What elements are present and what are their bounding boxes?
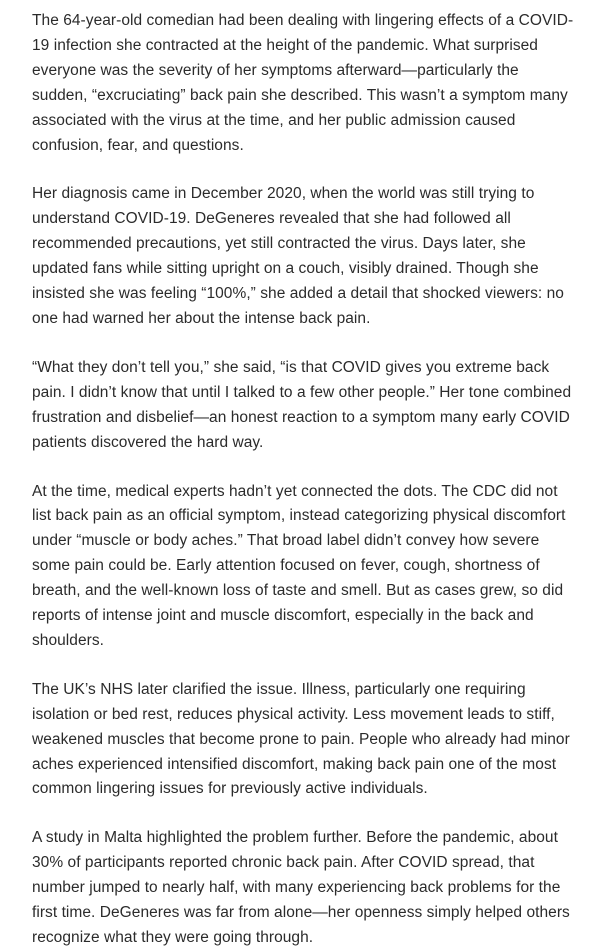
article-paragraph: The UK’s NHS later clarified the issue. Illness, particularly one requiring isolation or bed rest, reduces physical activity. Less movement leads to stiff, weakened muscles that become prone to pain. People who already had minor aches experienced intensified discomfort, making back pain one of the most common lingering issues for previously active individuals. xyxy=(32,680,570,798)
article-paragraph: At the time, medical experts hadn’t yet connected the dots. The CDC did not list back pain as an official symptom, instead categorizing physical discomfort under “muscle or body aches.” That broad label didn’t convey how severe some pain could be. Early attention focused on fever, cough, shortness of breath, and the well-known loss of taste and smell. But as cases grew, so did reports of intense joint and muscle discomfort, especially in the back and shoulders. xyxy=(32,482,566,649)
article-paragraph: The 64-year-old comedian had been dealing with lingering effects of a COVID-19 infection she contracted at the height of the pandemic. What surprised everyone was the severity of her symptoms afterward—particularly the sudden, “excruciating” back pain she described. This wasn’t a symptom many associated with the virus at the time, and her public admission caused confusion, fear, and questions. xyxy=(32,12,574,154)
article-paragraph: A study in Malta highlighted the problem further. Before the pandemic, about 30% of participants reported chronic back pain. After COVID spread, that number jumped to nearly half, with many experiencing back problems for the first time. DeGeneres was far from alone—her openness simply helped others recognize what they were going through. xyxy=(32,829,570,946)
article-paragraph: “What they don’t tell you,” she said, “is that COVID gives you extreme back pain. I didn’t know that until I talked to a few other people.” Her tone combined frustration and disbelief—an honest reaction to a symptom many early COVID patients discovered the hard way. xyxy=(32,358,572,451)
article-paragraph: Her diagnosis came in December 2020, when the world was still trying to understand COVID-19. DeGeneres revealed that she had followed all recommended precautions, yet still contracted the virus. Days later, she updated fans while sitting upright on a couch, visibly drained. Though she insisted she was feeling “100%,” she added a detail that shocked viewers: no one had warned her about the intense back pain. xyxy=(32,185,564,327)
